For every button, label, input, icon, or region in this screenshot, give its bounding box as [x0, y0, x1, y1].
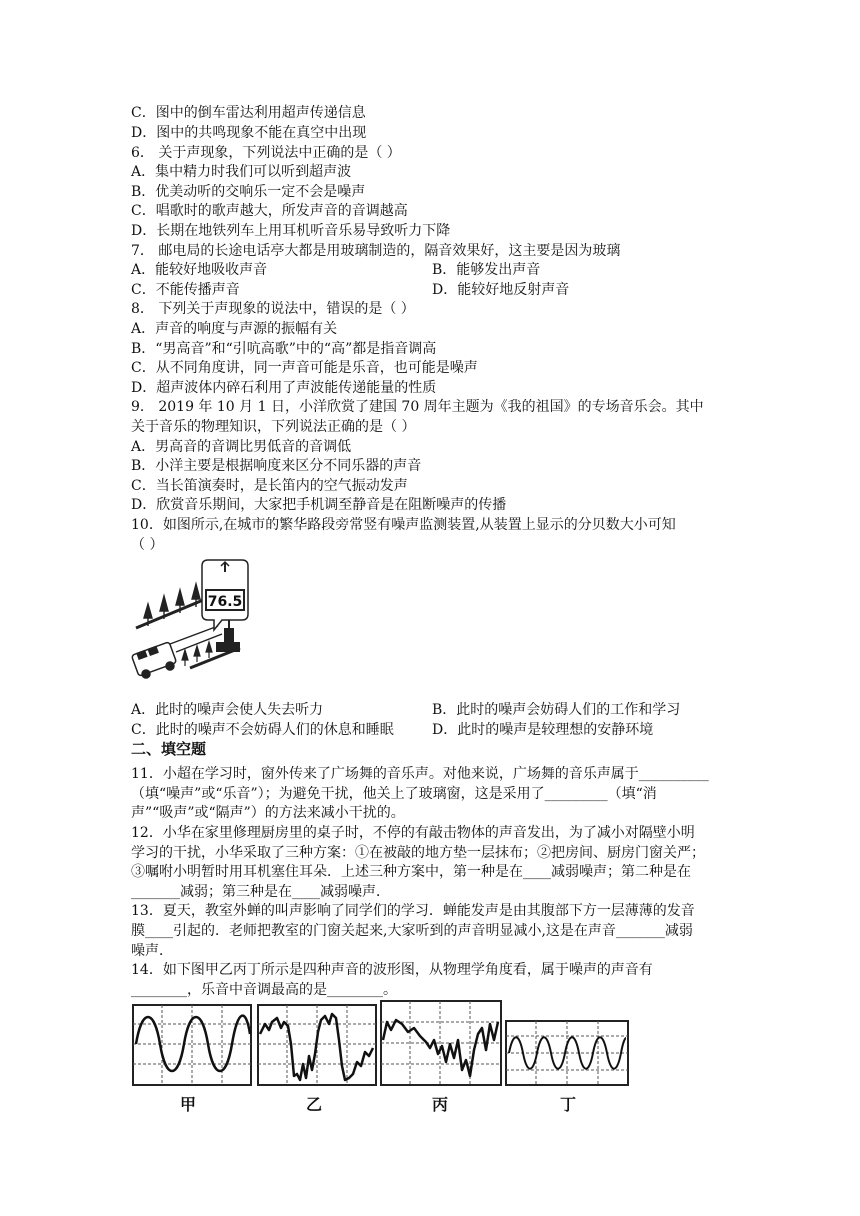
waveform-yi — [257, 1004, 377, 1086]
tree-row-icon — [136, 584, 208, 628]
q5-option-c: C．图中的倒车雷达利用超声传递信息 — [131, 105, 366, 121]
q13-line2: 膜____引起的．老师把教室的门窗关起来,大家听到的声音明显减小,这是在声音_______减弱 — [131, 923, 693, 939]
q7-option-c: C．不能传播声音 — [131, 282, 240, 298]
q9-option-c: C．当长笛演奏时，是长笛内的空气振动发声 — [131, 478, 408, 494]
q10-option-d: D．此时的噪声是较理想的安静环境 — [432, 722, 654, 738]
q11-line1: 11．小超在学习时，窗外传来了广场舞的音乐声。对他来说，广场舞的音乐声属于__________ — [131, 766, 709, 782]
q5-option-d: D．图中的共鸣现象不能在真空中出现 — [131, 125, 367, 141]
q9-stem-line2: 关于音乐的物理知识，下列说法正确的是（ ） — [131, 419, 416, 435]
q8-option-c: C．从不同角度讲，同一声音可能是乐音，也可能是噪声 — [131, 360, 478, 376]
q12-line4: _______减弱；第三种是在____减弱噪声． — [131, 884, 390, 900]
q12-line3: ③嘱咐小明暂时用耳机塞住耳朵．上述三种方案中，第一种是在____减弱噪声；第二种是在 — [131, 864, 691, 880]
q10-stem-line1: 10．如图所示,在城市的繁华路段旁常竖有噪声监测装置,从装置上显示的分贝数大小可知 — [131, 517, 676, 533]
q13-line1: 13．夏天，教室外蝉的叫声影响了同学们的学习．蝉能发声是由其腹部下方一层薄薄的发音 — [131, 903, 695, 919]
waveform-jia — [132, 1004, 252, 1086]
q6-option-a: A．集中精力时我们可以听到超声波 — [131, 164, 352, 180]
waveform-bing — [380, 1000, 502, 1086]
q12-line2: 学习的干扰，小华采取了三种方案：①在被敲的地方垫一层抹布；②把房间、厨房门窗关严； — [131, 845, 705, 861]
q9-option-b: B．小洋主要是根据响度来区分不同乐器的声音 — [131, 458, 422, 474]
q10-option-a: A．此时的噪声会使人失去听力 — [131, 702, 324, 718]
q9-option-a: A．男高音的音调比男低音的音调低 — [131, 439, 352, 455]
decibel-reading: 76.5 — [207, 594, 243, 610]
q8-option-d: D．超声波体内碎石利用了声波能传递能量的性质 — [131, 380, 437, 396]
q11-line2: （填“噪声”或“乐音”）；为避免干扰，他关上了玻璃窗，这是采用了_________（填“消 — [131, 786, 657, 802]
q7-option-a: A．能较好地吸收声音 — [131, 262, 268, 278]
q9-stem-line1: 9． 2019 年 10 月 1 日，小洋欣赏了建国 70 周年主题为《我的祖国》的专场音乐会。其中 — [131, 399, 704, 415]
q14-line2: ________，乐音中音调最高的是________。 — [131, 982, 397, 998]
q8-option-b: B．“男高音”和“引吭高歌”中的“高”都是指音调高 — [131, 341, 437, 357]
q6-option-c: C．唱歌时的歌声越大，所发声音的音调越高 — [131, 203, 408, 219]
q10-option-c: C．此时的噪声不会妨碍人们的休息和睡眠 — [131, 722, 394, 738]
q7-stem: 7． 邮电局的长途电话亭大都是用玻璃制造的，隔音效果好，这主要是因为玻璃 — [131, 243, 621, 259]
waveform-ding — [505, 1020, 629, 1086]
q13-line3: 噪声． — [131, 943, 173, 959]
noise-monitor-illustration — [130, 556, 250, 696]
q7-option-b: B．能够发出声音 — [432, 262, 541, 278]
section-heading: 二、填空题 — [131, 740, 207, 758]
waveform-label-yi: 乙 — [306, 1095, 323, 1114]
q14-line1: 14．如下图甲乙丙丁所示是四种声音的波形图，从物理学角度看，属于噪声的声音有 — [131, 962, 653, 978]
q11-line3: 声”“吸声”或“隔声”）的方法来减小干扰的。 — [131, 805, 405, 821]
waveform-label-bing: 丙 — [432, 1095, 449, 1114]
q6-option-b: B．优美动听的交响乐一定不会是噪声 — [131, 184, 366, 200]
waveform-label-jia: 甲 — [180, 1095, 197, 1114]
q6-option-d: D．长期在地铁列车上用耳机听音乐易导致听力下降 — [131, 223, 451, 239]
q7-option-d: D．能较好地反射声音 — [432, 282, 570, 298]
bus-icon — [131, 642, 176, 678]
q12-line1: 12．小华在家里修理厨房里的桌子时，不停的有敲击物体的声音发出，为了减小对隔壁小明 — [131, 825, 695, 841]
q10-stem-line2: （ ） — [131, 537, 164, 553]
waveform-label-ding: 丁 — [560, 1095, 577, 1114]
q8-option-a: A．声音的响度与声源的振幅有关 — [131, 321, 338, 337]
q8-stem: 8． 下列关于声现象的说法中，错误的是（ ） — [131, 301, 415, 317]
q10-option-b: B．此时的噪声会妨碍人们的工作和学习 — [432, 702, 681, 718]
q6-stem: 6． 关于声现象，下列说法中正确的是（ ） — [131, 145, 401, 161]
q9-option-d: D．欣赏音乐期间，大家把手机调至静音是在阻断噪声的传播 — [131, 497, 507, 513]
